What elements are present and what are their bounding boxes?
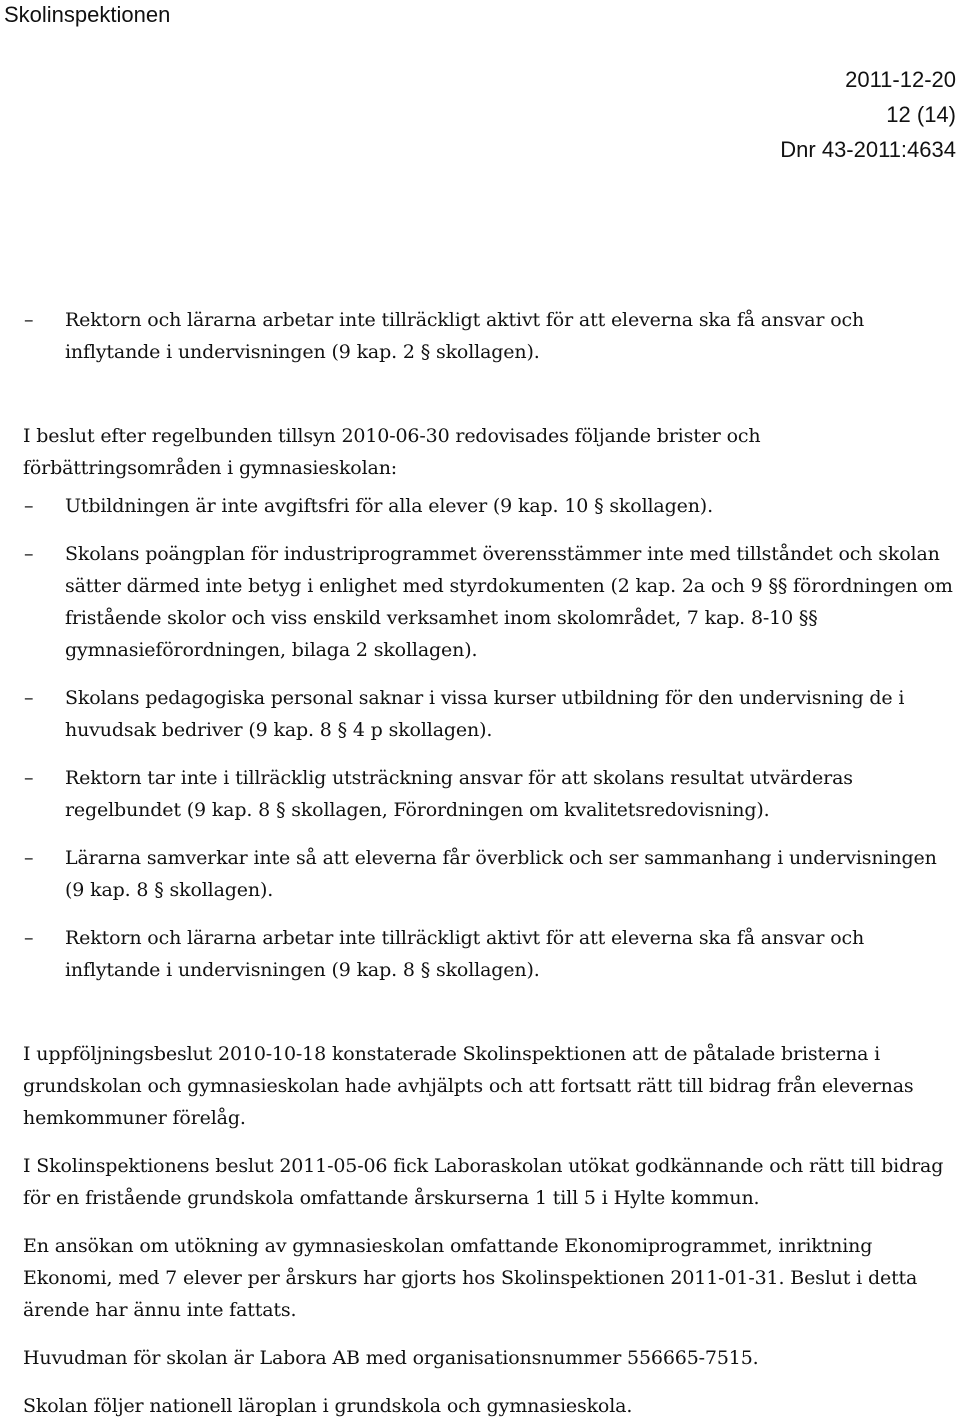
paragraph-curriculum: Skolan följer nationell läroplan i grundskola och gymnasieskola.: [23, 1395, 633, 1417]
list-item-text: Utbildningen är inte avgiftsfri för alla elever (9 kap. 10 § skollagen).: [65, 495, 713, 517]
bullet-list-top: [23, 304, 955, 368]
list-item-text: Skolans poängplan för industriprogrammet överensstämmer inte med tillståndet och skolan sätter därmed inte betyg i enlighet med styrdokumenten (2 kap. 2a och 9 §§ förordningen om fristående skolor och viss enskild verksamhet inom skolområdet, 7 kap. 8-10 §§ gymnasieförordningen, bilaga 2 skollagen).: [65, 543, 953, 661]
document-meta: [780, 62, 956, 167]
document-date: 2011-12-20: [845, 67, 956, 92]
paragraph-application: En ansökan om utökning av gymnasieskolan omfattande Ekonomiprogrammet, inriktning Ekonomi, med 7 elever per årskurs har gjorts hos Skolinspektionen 2011-01-31. Beslut i detta ärende har ännu inte fattats.: [23, 1235, 918, 1321]
dash-marker: –: [24, 767, 34, 789]
list-item-text: Skolans pedagogiska personal saknar i vissa kurser utbildning för den undervisning de i huvudsak bedriver (9 kap. 8 § 4 p skollagen).: [65, 687, 905, 741]
dash-marker: –: [24, 543, 34, 565]
list-item: [23, 682, 955, 746]
organization-name: Skolinspektionen: [4, 2, 171, 27]
list-item-text: Rektorn och lärarna arbetar inte tillräckligt aktivt för att eleverna ska få ansvar och inflytande i undervisningen (9 kap. 2 § skollagen).: [65, 309, 865, 363]
list-item: [23, 762, 955, 826]
dash-marker: –: [24, 927, 34, 949]
list-item: [23, 922, 955, 986]
paragraph-principal-organizer: Huvudman för skolan är Labora AB med organisationsnummer 556665-7515.: [23, 1347, 759, 1369]
paragraph-gymnasium-intro: I beslut efter regelbunden tillsyn 2010-06-30 redovisades följande brister och förbättringsområden i gymnasieskolan:: [23, 425, 761, 479]
list-item: [23, 842, 955, 906]
paragraph-follow-up-decision: I uppföljningsbeslut 2010-10-18 konstaterade Skolinspektionen att de påtalade bristerna i grundskolan och gymnasieskolan hade avhjälpts och att fortsatt rätt till bidrag från elevernas hemkommuner förelåg.: [23, 1043, 914, 1129]
page-number: 12 (14): [886, 102, 956, 127]
list-item: [23, 304, 955, 368]
document-body: [23, 304, 955, 1422]
list-item: [23, 538, 955, 666]
list-item-text: Rektorn tar inte i tillräcklig utsträckning ansvar för att skolans resultat utvärderas regelbundet (9 kap. 8 § skollagen, Förordningen om kvalitetsredovisning).: [65, 767, 853, 821]
list-item: [23, 490, 955, 522]
dash-marker: –: [24, 847, 34, 869]
dash-marker: –: [24, 309, 34, 331]
registration-number: Dnr 43-2011:4634: [780, 137, 956, 162]
list-item-text: Lärarna samverkar inte så att eleverna får överblick och ser sammanhang i undervisningen (9 kap. 8 § skollagen).: [65, 847, 937, 901]
list-item-text: Rektorn och lärarna arbetar inte tillräckligt aktivt för att eleverna ska få ansvar och inflytande i undervisningen (9 kap. 8 § skollagen).: [65, 927, 865, 981]
dash-marker: –: [24, 687, 34, 709]
dash-marker: –: [24, 495, 34, 517]
bullet-list-gymnasium: [23, 490, 955, 986]
paragraph-extended-approval: I Skolinspektionens beslut 2011-05-06 fick Laboraskolan utökat godkännande och rätt till bidrag för en fristående grundskola omfattande årskurserna 1 till 5 i Hylte kommun.: [23, 1155, 944, 1209]
